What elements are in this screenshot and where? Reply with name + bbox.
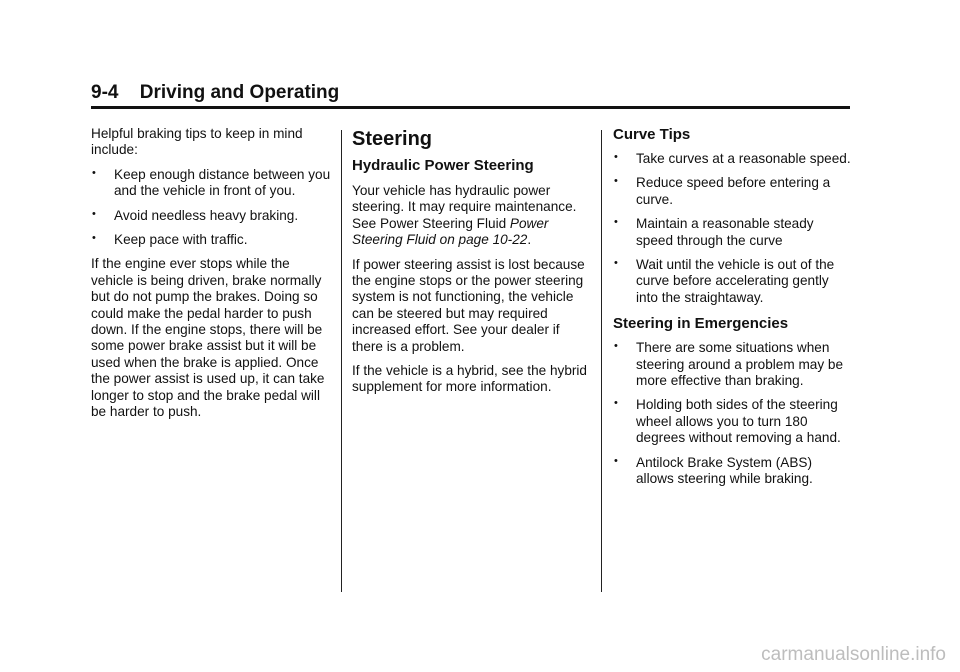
bullet-icon: • [614,175,618,188]
list-item: • Holding both sides of the steering wheel allows you to turn 180 degrees without removing a hand. [614,397,841,446]
power-steering-paragraph: Your vehicle has hydraulic power steering. It may require maintenance. See Power Steering Fluid Power Steering Fluid on page 10-22. [352,183,577,248]
braking-intro: Helpful braking tips to keep in mind include: [91,126,303,158]
column-curve-tips [613,126,853,496]
bullet-icon: • [92,207,96,220]
hydraulic-power-steering-heading: Hydraulic Power Steering [352,157,534,174]
list-item: • Avoid needless heavy braking. [92,207,299,223]
engine-stop-paragraph: If the engine ever stops while the vehicle is being driven, brake normally but do not pump the brakes. Doing so could make the pedal harder to push down. If the engine stops, there will be some power brake assist but it will be used when the brake is applied. Once the power assist is used up, it can take longer to stop and the brake pedal will be harder to push. [91,256,325,420]
column-divider-left [341,130,342,592]
column-braking-tips [91,126,331,429]
column-steering [352,128,592,404]
bullet-icon: • [614,454,618,467]
steering-assist-lost-paragraph: If power steering assist is lost because the engine stops or the power steering system is not functioning, the vehicle can be steered but may required increased effort. See your dealer if there is a problem. [352,256,585,354]
page-number: 9-4 [91,82,119,103]
steering-emergencies-list [613,340,853,487]
page-header [91,82,850,109]
bullet-icon: • [614,151,618,163]
bullet-icon: • [92,166,96,179]
bullet-icon: • [614,397,618,410]
section-title: Driving and Operating [139,82,340,103]
curve-tips-heading: Curve Tips [613,126,691,143]
list-item: • There are some situations when steering around a problem may be more effective than braking. [614,340,844,389]
list-item: • Wait until the vehicle is out of the curve before accelerating gently into the straightaway. [614,257,835,305]
list-item: • Antilock Brake System (ABS) allows steering while braking. [614,454,813,487]
list-item: • Keep enough distance between you and the vehicle in front of you. [92,166,331,199]
list-item: • Keep pace with traffic. [92,232,248,248]
bullet-icon: • [92,232,96,245]
braking-tips-list [91,167,331,249]
power-steering-fluid-reference[interactable]: Power Steering Fluid on page 10-22 [352,215,549,248]
bullet-icon: • [614,340,618,353]
list-item: • Reduce speed before entering a curve. [614,175,831,207]
list-item: • Take curves at a reasonable speed. [614,151,851,166]
watermark: carmanualsonline.info [761,644,946,665]
steering-heading: Steering [352,128,433,150]
curve-tips-list [613,151,853,306]
list-item: • Maintain a reasonable steady speed through the curve [614,216,814,248]
hybrid-paragraph: If the vehicle is a hybrid, see the hybrid supplement for more information. [352,363,587,395]
bullet-icon: • [614,216,618,229]
bullet-icon: • [614,257,618,270]
column-divider-right [601,130,602,592]
steering-emergencies-heading: Steering in Emergencies [613,315,789,333]
